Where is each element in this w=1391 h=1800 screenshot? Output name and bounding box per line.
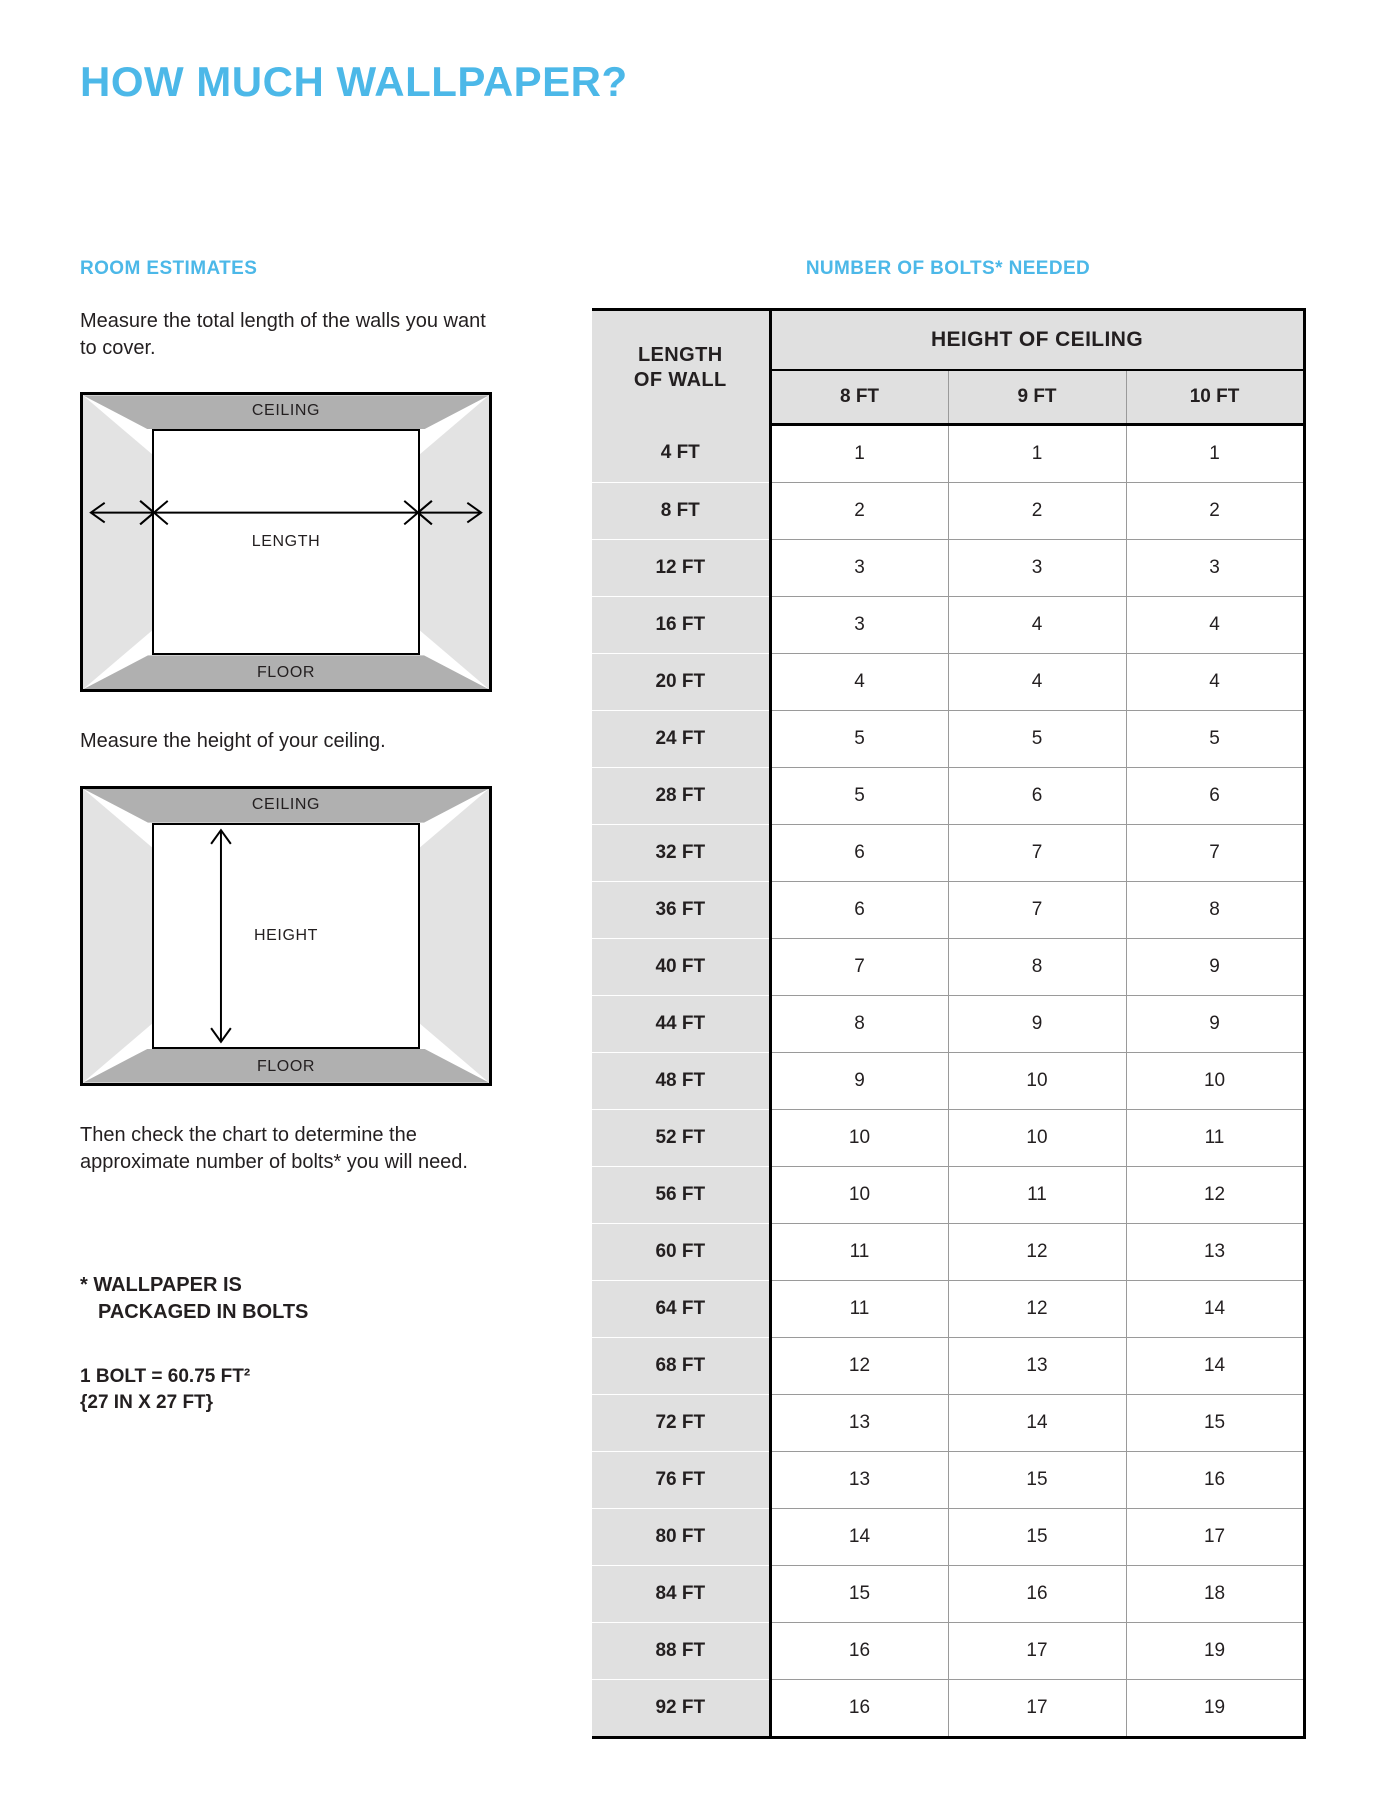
height-arrow-icon bbox=[83, 789, 489, 1083]
row-label-length: 8 FT bbox=[592, 483, 770, 540]
header-length-line2: OF WALL bbox=[633, 368, 727, 391]
table-row bbox=[592, 597, 1304, 654]
cell-bolts-9ft: 1 bbox=[948, 425, 1126, 483]
cell-bolts-10ft: 10 bbox=[1126, 1053, 1304, 1110]
table-row bbox=[592, 540, 1304, 597]
table-title: NUMBER OF BOLTS* NEEDED bbox=[805, 258, 1091, 279]
row-label-length: 72 FT bbox=[592, 1395, 770, 1452]
cell-bolts-8ft: 3 bbox=[770, 597, 948, 654]
row-label-length: 88 FT bbox=[592, 1623, 770, 1680]
cell-bolts-9ft: 7 bbox=[948, 825, 1126, 882]
row-label-length: 4 FT bbox=[592, 425, 770, 483]
cell-bolts-8ft: 10 bbox=[770, 1167, 948, 1224]
cell-bolts-8ft: 12 bbox=[770, 1338, 948, 1395]
row-label-length: 28 FT bbox=[592, 768, 770, 825]
row-label-length: 52 FT bbox=[592, 1110, 770, 1167]
cell-bolts-9ft: 4 bbox=[948, 597, 1126, 654]
diagram2-floor-label: FLOOR bbox=[256, 1057, 316, 1075]
cell-bolts-9ft: 13 bbox=[948, 1338, 1126, 1395]
row-label-length: 32 FT bbox=[592, 825, 770, 882]
cell-bolts-10ft: 15 bbox=[1126, 1395, 1304, 1452]
cell-bolts-9ft: 17 bbox=[948, 1680, 1126, 1738]
cell-bolts-9ft: 10 bbox=[948, 1053, 1126, 1110]
row-label-length: 84 FT bbox=[592, 1566, 770, 1623]
cell-bolts-8ft: 11 bbox=[770, 1224, 948, 1281]
cell-bolts-10ft: 12 bbox=[1126, 1167, 1304, 1224]
table-header bbox=[592, 310, 1304, 425]
cell-bolts-8ft: 3 bbox=[770, 540, 948, 597]
cell-bolts-10ft: 2 bbox=[1126, 483, 1304, 540]
table-row bbox=[592, 1224, 1304, 1281]
cell-bolts-10ft: 6 bbox=[1126, 768, 1304, 825]
table-row bbox=[592, 1452, 1304, 1509]
table-row bbox=[592, 882, 1304, 939]
section-heading-room-estimates: ROOM ESTIMATES bbox=[80, 258, 258, 279]
cell-bolts-10ft: 4 bbox=[1126, 654, 1304, 711]
diagram1-center-label: LENGTH bbox=[251, 533, 321, 551]
table-row bbox=[592, 825, 1304, 882]
diagram1-floor-label: FLOOR bbox=[256, 664, 316, 682]
cell-bolts-10ft: 5 bbox=[1126, 711, 1304, 768]
table-row bbox=[592, 1110, 1304, 1167]
cell-bolts-8ft: 16 bbox=[770, 1623, 948, 1680]
row-label-length: 16 FT bbox=[592, 597, 770, 654]
table-row bbox=[592, 768, 1304, 825]
header-length-line1: LENGTH bbox=[637, 343, 723, 366]
instruction-check-chart: Then check the chart to determine the approximate number of bolts* you will need. bbox=[80, 1123, 468, 1173]
row-label-length: 76 FT bbox=[592, 1452, 770, 1509]
cell-bolts-8ft: 2 bbox=[770, 483, 948, 540]
cell-bolts-8ft: 9 bbox=[770, 1053, 948, 1110]
row-label-length: 60 FT bbox=[592, 1224, 770, 1281]
cell-bolts-8ft: 1 bbox=[770, 425, 948, 483]
cell-bolts-9ft: 12 bbox=[948, 1281, 1126, 1338]
table-row bbox=[592, 1053, 1304, 1110]
cell-bolts-8ft: 7 bbox=[770, 939, 948, 996]
bolt-area-value: 1 BOLT = 60.75 FT² bbox=[80, 1365, 251, 1387]
row-label-length: 40 FT bbox=[592, 939, 770, 996]
header-length-of-wall bbox=[592, 310, 770, 425]
cell-bolts-9ft: 10 bbox=[948, 1110, 1126, 1167]
header-col-10ft: 10 FT bbox=[1126, 370, 1304, 425]
cell-bolts-10ft: 8 bbox=[1126, 882, 1304, 939]
room-diagram-length bbox=[80, 392, 492, 692]
row-label-length: 24 FT bbox=[592, 711, 770, 768]
cell-bolts-10ft: 19 bbox=[1126, 1680, 1304, 1738]
cell-bolts-8ft: 13 bbox=[770, 1395, 948, 1452]
row-label-length: 68 FT bbox=[592, 1338, 770, 1395]
cell-bolts-8ft: 15 bbox=[770, 1566, 948, 1623]
page-title: HOW MUCH WALLPAPER? bbox=[80, 58, 628, 105]
cell-bolts-8ft: 10 bbox=[770, 1110, 948, 1167]
table-row bbox=[592, 654, 1304, 711]
header-height-of-ceiling: HEIGHT OF CEILING bbox=[770, 310, 1304, 371]
row-label-length: 80 FT bbox=[592, 1509, 770, 1566]
length-arrow-icon bbox=[83, 395, 489, 689]
header-col-8ft: 8 FT bbox=[770, 370, 948, 425]
table-row bbox=[592, 1281, 1304, 1338]
diagram2-center-label: HEIGHT bbox=[253, 926, 319, 944]
table-row bbox=[592, 1167, 1304, 1224]
cell-bolts-10ft: 9 bbox=[1126, 996, 1304, 1053]
cell-bolts-8ft: 8 bbox=[770, 996, 948, 1053]
cell-bolts-10ft: 11 bbox=[1126, 1110, 1304, 1167]
bolt-dimensions-value: {27 IN X 27 FT} bbox=[80, 1391, 214, 1413]
header-col-9ft: 9 FT bbox=[948, 370, 1126, 425]
table-row bbox=[592, 996, 1304, 1053]
cell-bolts-9ft: 6 bbox=[948, 768, 1126, 825]
table-row bbox=[592, 483, 1304, 540]
instruction-measure-length: Measure the total length of the walls you want to cover. bbox=[80, 310, 486, 360]
row-label-length: 92 FT bbox=[592, 1680, 770, 1738]
cell-bolts-10ft: 1 bbox=[1126, 425, 1304, 483]
cell-bolts-9ft: 11 bbox=[948, 1167, 1126, 1224]
cell-bolts-10ft: 7 bbox=[1126, 825, 1304, 882]
table-body bbox=[592, 425, 1304, 1738]
row-label-length: 56 FT bbox=[592, 1167, 770, 1224]
cell-bolts-10ft: 3 bbox=[1126, 540, 1304, 597]
row-label-length: 44 FT bbox=[592, 996, 770, 1053]
cell-bolts-9ft: 3 bbox=[948, 540, 1126, 597]
cell-bolts-9ft: 4 bbox=[948, 654, 1126, 711]
cell-bolts-9ft: 17 bbox=[948, 1623, 1126, 1680]
table-row bbox=[592, 425, 1304, 483]
cell-bolts-8ft: 16 bbox=[770, 1680, 948, 1738]
cell-bolts-8ft: 11 bbox=[770, 1281, 948, 1338]
table-row bbox=[592, 1509, 1304, 1566]
cell-bolts-10ft: 9 bbox=[1126, 939, 1304, 996]
table-row bbox=[592, 1395, 1304, 1452]
table-row bbox=[592, 1623, 1304, 1680]
cell-bolts-10ft: 16 bbox=[1126, 1452, 1304, 1509]
row-label-length: 36 FT bbox=[592, 882, 770, 939]
table-row bbox=[592, 939, 1304, 996]
cell-bolts-9ft: 15 bbox=[948, 1452, 1126, 1509]
cell-bolts-9ft: 15 bbox=[948, 1509, 1126, 1566]
cell-bolts-9ft: 14 bbox=[948, 1395, 1126, 1452]
table-row bbox=[592, 1680, 1304, 1738]
cell-bolts-10ft: 14 bbox=[1126, 1281, 1304, 1338]
bolts-table bbox=[592, 308, 1306, 1739]
cell-bolts-9ft: 9 bbox=[948, 996, 1126, 1053]
room-diagram-height bbox=[80, 786, 492, 1086]
row-label-length: 48 FT bbox=[592, 1053, 770, 1110]
table-row bbox=[592, 711, 1304, 768]
instruction-measure-height: Measure the height of your ceiling. bbox=[80, 730, 386, 753]
cell-bolts-8ft: 6 bbox=[770, 825, 948, 882]
cell-bolts-9ft: 12 bbox=[948, 1224, 1126, 1281]
cell-bolts-8ft: 5 bbox=[770, 768, 948, 825]
row-label-length: 12 FT bbox=[592, 540, 770, 597]
cell-bolts-10ft: 4 bbox=[1126, 597, 1304, 654]
diagram1-ceiling-label: CEILING bbox=[251, 402, 321, 420]
footnote-line-1: * WALLPAPER IS bbox=[80, 1273, 242, 1296]
table-row bbox=[592, 1338, 1304, 1395]
bolts-table-section bbox=[592, 258, 1304, 1739]
row-label-length: 20 FT bbox=[592, 654, 770, 711]
room-estimates-section bbox=[80, 258, 500, 1415]
cell-bolts-8ft: 4 bbox=[770, 654, 948, 711]
cell-bolts-9ft: 7 bbox=[948, 882, 1126, 939]
cell-bolts-10ft: 17 bbox=[1126, 1509, 1304, 1566]
cell-bolts-10ft: 14 bbox=[1126, 1338, 1304, 1395]
diagram2-ceiling-label: CEILING bbox=[251, 795, 321, 813]
row-label-length: 64 FT bbox=[592, 1281, 770, 1338]
cell-bolts-9ft: 8 bbox=[948, 939, 1126, 996]
cell-bolts-9ft: 16 bbox=[948, 1566, 1126, 1623]
cell-bolts-10ft: 18 bbox=[1126, 1566, 1304, 1623]
cell-bolts-8ft: 14 bbox=[770, 1509, 948, 1566]
footnote-line-2: PACKAGED IN BOLTS bbox=[98, 1300, 309, 1323]
cell-bolts-8ft: 5 bbox=[770, 711, 948, 768]
cell-bolts-8ft: 13 bbox=[770, 1452, 948, 1509]
cell-bolts-9ft: 2 bbox=[948, 483, 1126, 540]
table-row bbox=[592, 1566, 1304, 1623]
cell-bolts-9ft: 5 bbox=[948, 711, 1126, 768]
cell-bolts-10ft: 13 bbox=[1126, 1224, 1304, 1281]
cell-bolts-10ft: 19 bbox=[1126, 1623, 1304, 1680]
cell-bolts-8ft: 6 bbox=[770, 882, 948, 939]
